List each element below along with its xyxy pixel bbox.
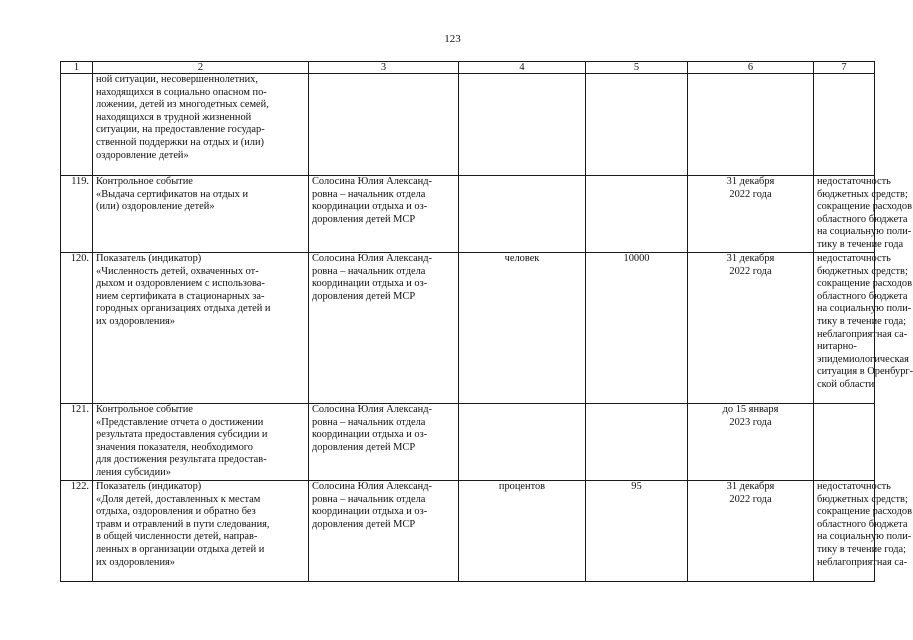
text-line: значения показателя, необходимого [96,441,253,453]
unit-cell: процентов [459,481,586,582]
row-number-cell: 119. [61,176,93,253]
text-line: ровна – начальник отдела [312,188,426,200]
text-line: сокращение расходов [817,201,912,213]
text-line: «Численность детей, охваченных от- [96,265,259,277]
text-line: находящихся в трудной жизненной [96,111,252,123]
text-line: доровления детей МСР [312,441,416,453]
text-line: ситуации, на предоставление государ- [96,124,265,136]
text-line: ленных в организации отдыха детей и [96,543,265,555]
column-header: 7 [814,62,875,74]
value-cell: 10000 [586,253,688,404]
text-line: бюджетных средств; [817,493,908,505]
text-line: травм и отравлений в пути следования, [96,518,270,530]
table-row [61,176,875,253]
responsible-cell [309,74,459,176]
text-line: Солосина Юлия Александ- [312,404,432,415]
text-line: их оздоровления» [96,556,175,568]
text-line: бюджетных средств; [817,265,908,277]
column-header: 6 [688,62,814,74]
unit-cell [459,74,586,176]
column-header: 2 [93,62,309,74]
text-line: ровна – начальник отдела [312,265,426,277]
text-line: их оздоровления» [96,315,175,327]
table-row [61,74,875,176]
unit-cell: человек [459,253,586,404]
text-line: 31 декабря [726,253,775,264]
text-line: доровления детей МСР [312,213,416,225]
page-number: 123 [444,33,461,45]
text-line: координации отдыха и оз- [312,278,428,290]
text-line: результата предоставления субсидии и [96,429,268,441]
text-line: отдыха, оздоровления и обратно без [96,506,256,518]
risks-cell [814,481,912,582]
deadline-cell [688,176,814,253]
value-cell [586,404,688,481]
text-line: координации отдыха и оз- [312,506,428,518]
description-cell [93,253,309,404]
text-line: (или) оздоровление детей» [96,201,215,213]
text-line: Показатель (индикатор) [96,253,202,264]
text-line: 2022 года [729,493,772,505]
text-line: ной ситуации, несовершеннолетних, [96,74,258,85]
column-header: 4 [459,62,586,74]
row-number-cell [61,74,93,176]
text-line: доровления детей МСР [312,290,416,302]
text-line: «Представление отчета о достижении [96,416,264,428]
table-row [61,253,875,404]
responsible-cell [309,481,459,582]
text-line: ления субсидии» [96,466,171,478]
risks-cell [814,74,875,176]
text-line: 31 декабря [726,176,775,187]
text-line: тику в течение года [817,238,904,250]
row-number-cell: 122. [61,481,93,582]
value-cell: 95 [586,481,688,582]
text-line: Солосина Юлия Александ- [312,253,432,264]
text-line: сокращение расходов [817,278,912,290]
text-line: недостаточность [817,176,891,187]
text-line: областного бюджета [817,518,908,530]
text-line: на социальную поли- [817,303,912,315]
text-line: для достижения результата предостав- [96,454,267,466]
responsible-cell [309,176,459,253]
text-line: ской области [817,378,875,390]
text-line: сокращение расходов [817,506,912,518]
row-number-cell: 120. [61,253,93,404]
text-line: ровна – начальник отдела [312,493,426,505]
risks-cell [814,176,912,253]
text-line: Контрольное событие [96,176,193,187]
description-cell [93,404,309,481]
text-line: тику в течение года; [817,315,907,327]
text-line: дыхом и оздоровлением с использова- [96,278,265,290]
text-line: 2022 года [729,265,772,277]
text-line: Солосина Юлия Александ- [312,481,432,492]
column-header: 3 [309,62,459,74]
description-cell [93,74,309,176]
deadline-cell [688,74,814,176]
table-row [61,404,875,481]
table-row [61,481,875,582]
text-line: тику в течение года; [817,543,907,555]
text-line: ственной поддержки на отдых и (или) [96,136,264,148]
text-line: оздоровление детей» [96,149,189,161]
column-number-header [61,62,875,74]
deadline-cell [688,481,814,582]
text-line: областного бюджета [817,213,908,225]
text-line: 2023 года [729,416,772,428]
deadline-cell [688,404,814,481]
unit-cell [459,404,586,481]
text-line: Контрольное событие [96,404,193,415]
description-cell [93,481,309,582]
text-line: нитарно- [817,341,857,353]
text-line: доровления детей МСР [312,518,416,530]
text-line: нием сертификата в стационарных за- [96,290,265,302]
text-line: на социальную поли- [817,226,912,238]
responsible-cell [309,404,459,481]
text-line: эпидемиологическая [817,353,909,365]
unit-cell [459,176,586,253]
value-cell [586,74,688,176]
text-line: городных организациях отдыха детей и [96,303,271,315]
row-number-cell: 121. [61,404,93,481]
text-line: ложении, детей из многодетных семей, [96,99,269,111]
deadline-cell [688,253,814,404]
text-line: на социальную поли- [817,531,912,543]
text-line: неблагоприятная са- [817,556,908,568]
column-header: 1 [61,62,93,74]
text-line: «Выдача сертификатов на отдых и [96,188,249,200]
column-header: 5 [586,62,688,74]
risks-cell [814,404,875,481]
text-line: «Доля детей, доставленных к местам [96,493,261,505]
text-line: координации отдыха и оз- [312,429,428,441]
text-line: 31 декабря [726,481,775,492]
responsible-cell [309,253,459,404]
text-line: неблагоприятная са- [817,328,908,340]
text-line: в общей численности детей, направ- [96,531,258,543]
value-cell [586,176,688,253]
text-line: недостаточность [817,481,891,492]
text-line: 2022 года [729,188,772,200]
text-line: ситуация в Оренбург- [817,366,913,378]
text-line: ровна – начальник отдела [312,416,426,428]
text-line: координации отдыха и оз- [312,201,428,213]
risks-cell [814,253,913,404]
description-cell [93,176,309,253]
text-line: находящихся в социально опасном по- [96,86,267,98]
text-line: бюджетных средств; [817,188,908,200]
text-line: недостаточность [817,253,891,264]
text-line: до 15 января [722,404,779,415]
text-line: Солосина Юлия Александ- [312,176,432,187]
text-line: Показатель (индикатор) [96,481,202,492]
plan-table [60,61,913,582]
text-line: областного бюджета [817,290,908,302]
